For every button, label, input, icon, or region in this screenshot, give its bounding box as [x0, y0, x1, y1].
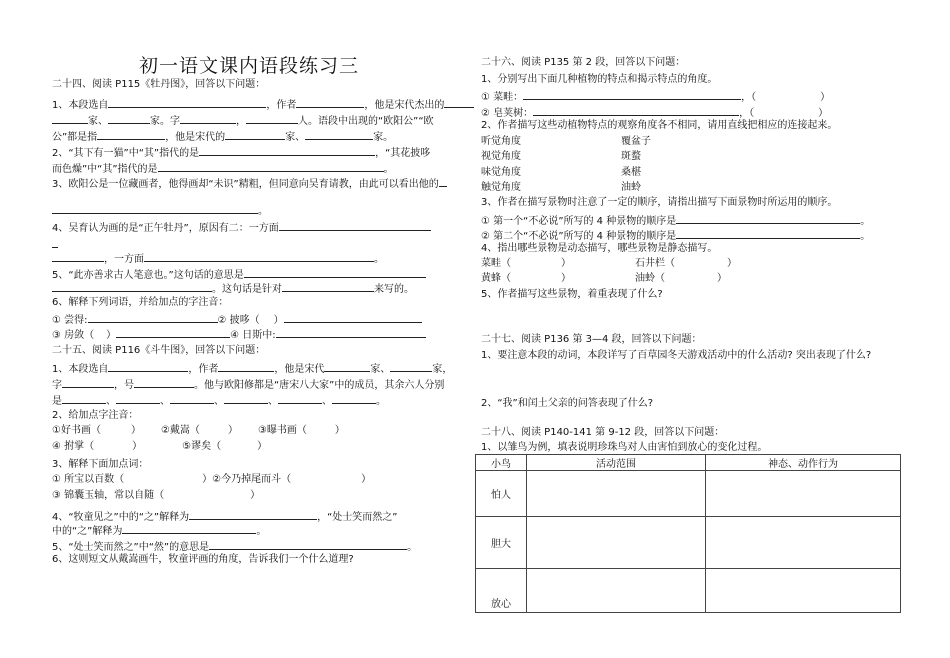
answer-blank[interactable]	[189, 508, 317, 520]
s26-q1: 1、分别写出下面几种植物的特点和揭示特点的角度。	[481, 74, 718, 85]
s25-q3-line1: ① 所宝以百数（ ）②今乃掉尾而斗（ ）	[52, 474, 372, 485]
s24-q2-line2: 而色燥”中“其”指代的是 。	[52, 160, 394, 177]
answer-blank[interactable]	[52, 236, 58, 248]
answer-blank[interactable]	[199, 144, 375, 156]
answer-blank[interactable]	[533, 104, 739, 116]
s25-q2-line2: ④ 拊掌（ ） ⑤谬矣（ ）	[52, 441, 268, 452]
answer-blank[interactable]	[324, 360, 370, 372]
s26-q5: 5、作者描写这些景物，着重表现了什么?	[481, 289, 663, 300]
pair-right-3[interactable]: 桑椹	[621, 167, 641, 178]
answer-blank[interactable]	[52, 280, 212, 292]
answer-blank[interactable]	[108, 96, 266, 108]
answer-blank[interactable]	[246, 112, 298, 124]
answer-blank[interactable]	[108, 112, 150, 124]
row-label-bold: 胆大	[476, 517, 527, 569]
answer-blank[interactable]	[284, 311, 422, 323]
answer-cell[interactable]	[706, 569, 901, 613]
answer-cell[interactable]	[527, 471, 706, 517]
pair-right-1[interactable]: 覆盆子	[621, 136, 651, 147]
answer-blank[interactable]	[305, 128, 373, 140]
page-title: 初一语文课内语段练习三	[139, 55, 360, 77]
s25-q1-line1: 1、本段选自 ，作者 ，他是宋代 家、 家，	[52, 360, 452, 377]
answer-blank[interactable]	[209, 538, 407, 550]
s25-q3-line2: ③ 锦囊玉轴，常以自随（ ）	[52, 490, 261, 501]
answer-blank[interactable]	[62, 376, 114, 388]
answer-blank[interactable]	[279, 219, 431, 231]
s26-q4-line2: 黄蜂（ ） 油蛉（ ）	[481, 273, 727, 284]
answer-blank[interactable]	[390, 360, 432, 372]
answer-blank[interactable]	[88, 311, 218, 323]
s24-q6-line1: ① 尝得: ② 披哆（ ）	[52, 311, 422, 328]
answer-blank[interactable]	[122, 522, 256, 534]
answer-blank[interactable]	[52, 250, 104, 262]
s24-q4-line1: 4、吴育认为画的是“正午牡丹”，原因有二：一方面	[52, 219, 431, 236]
section-27-heading: 二十七、阅读 P136 第 3—4 段，回答以下问题：	[481, 334, 702, 345]
answer-cell[interactable]	[706, 471, 901, 517]
answer-blank[interactable]	[439, 175, 447, 187]
answer-blank[interactable]	[116, 392, 160, 404]
s24-q6-line2: ③ 房敛（ ） ④ 日斯中:	[52, 326, 426, 343]
answer-blank[interactable]	[523, 88, 741, 100]
s26-q3: 3、作者在描写景物时注意了一定的顺序，请指出描写下面景物时所运用的顺序。	[481, 197, 838, 208]
answer-blank[interactable]	[244, 266, 426, 278]
section-28-heading: 二十八、阅读 P140-141 第 9-12 段，回答以下问题：	[481, 427, 725, 438]
answer-blank[interactable]	[97, 128, 165, 140]
table-header-behavior: 神态、动作行为	[706, 455, 901, 471]
answer-blank[interactable]	[276, 326, 426, 338]
s25-q6: 6、这则短文从戴嵩画牛，牧童评画的角度，告诉我们一个什么道理?	[52, 554, 354, 565]
s24-q5-line2: 。这句话是针对 来写的。	[52, 280, 414, 297]
s24-q2-line1: 2、“其下有一猫”中“其”指代的是 ，“其花披哆	[52, 144, 430, 161]
table-row	[476, 471, 901, 517]
s26-q3-line1: ① 第一个“不必说”所写的 4 种景物的顺序是 。	[481, 212, 870, 229]
section-25-heading: 二十五、阅读 P116《斗牛图》，回答以下问题：	[52, 345, 266, 356]
answer-blank[interactable]	[170, 392, 214, 404]
answer-blank[interactable]	[225, 128, 285, 140]
answer-blank[interactable]	[158, 160, 384, 172]
answer-cell[interactable]	[527, 517, 706, 569]
answer-blank[interactable]	[278, 392, 322, 404]
s25-q2-line1: ①好书画（ ） ②戴嵩（ ） ③曝书画（ ）	[52, 425, 345, 436]
answer-blank[interactable]	[296, 96, 364, 108]
s24-q1-line3: 公”都是指 ，他是宋代的 家、 家。	[52, 128, 393, 145]
answer-blank[interactable]	[52, 112, 88, 124]
pair-left-1[interactable]: 听觉角度	[481, 136, 521, 147]
s26-q4-line1: 菜畦（ ） 石井栏（ ）	[481, 258, 737, 269]
s26-q4: 4、指出哪些景物是动态描写，哪些景物是静态描写。	[481, 243, 718, 254]
s26-q2: 2、作者描写这些动植物特点的观察角度各不相同，请用直线把相应的连接起来。	[481, 120, 838, 131]
s25-q2: 2、给加点字注音：	[52, 410, 139, 421]
answer-blank[interactable]	[62, 392, 106, 404]
answer-blank[interactable]	[332, 392, 376, 404]
bird-change-table	[475, 454, 901, 613]
table-row	[476, 517, 901, 569]
answer-blank[interactable]	[144, 250, 374, 262]
s27-q2: 2、“我”和闰土父亲的问答表现了什么?	[481, 398, 654, 409]
table-header-bird: 小鸟	[476, 455, 527, 471]
s26-q3-line2: ② 第二个“不必说”所写的 4 种景物的顺序是 。	[481, 227, 870, 244]
pair-left-3[interactable]: 味觉角度	[481, 167, 521, 178]
answer-blank[interactable]	[134, 376, 194, 388]
s24-q1-line1: 1、本段选自 ，作者 ，他是宋代杰出的	[52, 96, 474, 113]
answer-blank[interactable]	[180, 112, 236, 124]
s26-q1-line1: ① 菜畦： ，（ ）	[481, 88, 830, 105]
s26-q1-line2: ② 皂荚树： ，（ ）	[481, 104, 828, 121]
s24-q4-line2: ，一方面 。	[52, 250, 384, 267]
answer-blank[interactable]	[224, 392, 268, 404]
pair-left-4[interactable]: 触觉角度	[481, 182, 521, 193]
section-26-heading: 二十六、阅读 P135 第 2 段，回答以下问题：	[481, 57, 686, 68]
pair-left-2[interactable]: 视觉角度	[481, 151, 521, 162]
pair-right-4[interactable]: 油蛉	[621, 182, 641, 193]
s25-q4-line1: 4、“牧童见之”中的“之”解释为 ，“处士笑而然之”	[52, 508, 397, 525]
section-24-heading: 二十四、阅读 P115《牡丹图》，回答以下问题：	[52, 79, 266, 90]
s25-q1-line3: 是 、 、 、 、 、 。	[52, 392, 386, 409]
row-label-relaxed: 放心	[476, 569, 527, 613]
s24-q3-line1: 3、欧阳公是一位藏画者，他得画却“未识”精粗，但同意向吴育请教，由此可以看出他的	[52, 175, 447, 192]
row-label-afraid: 怕人	[476, 471, 527, 517]
answer-blank[interactable]	[676, 227, 860, 239]
answer-blank[interactable]	[108, 360, 188, 372]
s24-q6: 6、解释下列词语，并给加点的字注音：	[52, 297, 229, 308]
table-header-range: 活动范围	[527, 455, 706, 471]
s28-q1: 1、以雏鸟为例，填表说明珍珠鸟对人由害怕到放心的变化过程。	[481, 442, 768, 453]
answer-blank[interactable]	[676, 212, 860, 224]
s25-q5: 5、“处士笑而然之”中“然”的意思是 。	[52, 538, 417, 555]
s24-q3-line2: 。	[52, 202, 268, 219]
answer-blank[interactable]	[444, 96, 474, 108]
answer-cell[interactable]	[706, 517, 901, 569]
table-row	[476, 569, 901, 613]
s25-q3: 3、解释下面加点词：	[52, 459, 149, 470]
s24-q1-line2: 家、 家。字 ， 人。语段中出现的“欧阳公”“欧	[52, 112, 434, 129]
s25-q1-line2: 字 ，号 。他与欧阳修都是“唐宋八大家”中的成员，其余六人分别	[52, 376, 444, 393]
answer-blank[interactable]	[218, 360, 274, 372]
answer-blank[interactable]	[52, 202, 258, 214]
pair-right-2[interactable]: 斑蝥	[621, 151, 641, 162]
answer-blank[interactable]	[116, 326, 230, 338]
answer-blank[interactable]	[282, 280, 374, 292]
s24-q5-line1: 5、“此亦善求古人笔意也。”这句话的意思是	[52, 266, 426, 283]
s27-q1: 1、要注意本段的动词，本段详写了百草园冬天游戏活动中的什么活动? 突出表现了什么?	[481, 350, 872, 361]
answer-cell[interactable]	[527, 569, 706, 613]
s25-q4-line2: 中的“之”解释为 。	[52, 522, 266, 539]
